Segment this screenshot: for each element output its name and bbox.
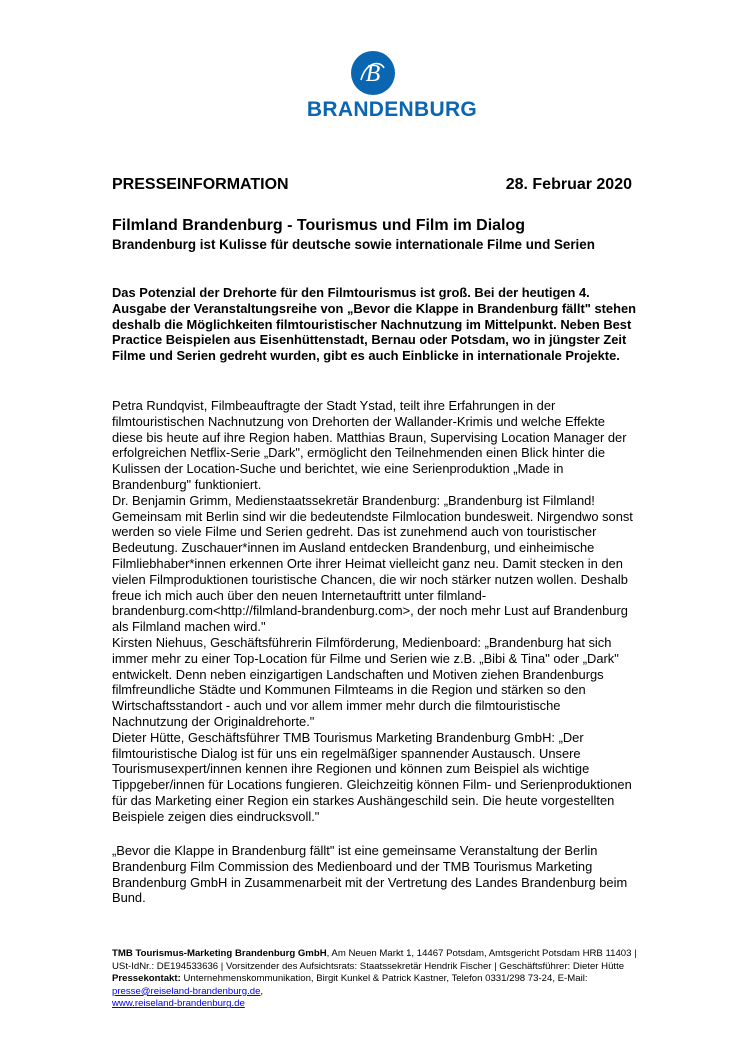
body-text	[112, 398, 637, 825]
footer-email-link[interactable]: presse@reiseland-brandenburg.de	[112, 985, 261, 997]
page-title: Filmland Brandenburg - Tourismus und Film im Dialog	[112, 217, 526, 234]
footer-separator: ,	[260, 985, 264, 997]
closing-paragraph: „Bevor die Klappe in Brandenburg fällt" ist eine gemeinsame Veranstaltung der Berlin Brandenburg Film Commission des Medienboard und der TMB Tourismus Marketing Brandenburg GmbH in Zusammenarbeit mit der Vertretung des Landes Brandenburg beim Bund.	[112, 843, 628, 906]
body-paragraph: Kirsten Niehuus, Geschäftsführerin Filmförderung, Medienboard: „Brandenburg hat sich immer mehr zu einer Top-Location für Filme und Serien wie z.B. „Bibi & Tina" oder „Dark" entwickelt. Denn neben einzigartigen Landschaften und Motiven ziehen Brandenburgs filmfreundliche Städte und Kommunen Filmteams in die Region und stärken so den Wirtschaftsstandort - auch und vor allem immer mehr durch die filmtouristische Nachnutzung der Originaldrehorte."	[112, 634, 619, 729]
document-type-label: PRESSEINFORMATION	[112, 176, 289, 193]
brand-logo	[0, 50, 746, 122]
body-paragraph: Petra Rundqvist, Filmbeauftragte der Stadt Ystad, teilt ihre Erfahrungen in der filmtouristischen Nachnutzung von Drehorten der Wallander-Krimis und welche Effekte diese bis heute auf ihre Region haben. Matthias Braun, Supervising Location Manager der erfolgreichen Netflix-Serie „Dark", ermöglicht den Teilnehmenden einen Blick hinter die Kulissen der Location-Suche und berichtet, wie eine Serienproduktion „Made in Brandenburg" funktioniert.	[112, 398, 627, 492]
brandenburg-logo-icon	[350, 50, 396, 96]
document-header	[112, 176, 632, 194]
body-paragraph: Dr. Benjamin Grimm, Medienstaatssekretär Brandenburg: „Brandenburg ist Filmland! Gemeinsam mit Berlin sind wir die bedeutendste Filmlocation bundesweit. Nirgendwo sonst werden so viele Filme und Serien gedreht. Das ist zunehmend auch von touristischer Bedeutung. Zuschauer*innen im Ausland entdecken Brandenburg, und einheimische Filmliebhaber*innen erkennen Orte ihrer Heimat vielleicht ganz neu. Damit stecken in den vielen Filmproduktionen touristische Chancen, die wir noch stärker nutzen wollen. Deshalb freue ich mich auch über den neuen Internetauftritt unter filmland-brandenburg.com<http://filmland-brandenburg.com>, der noch mehr Lust auf Brandenburg als Filmland machen wird."	[112, 492, 633, 635]
svg-text:B: B	[365, 61, 381, 87]
page-subtitle: Brandenburg ist Kulisse für deutsche sowie internationale Filme und Serien	[112, 237, 595, 252]
footer-contact-label: Pressekontakt:	[112, 973, 181, 985]
lead-paragraph: Das Potenzial der Drehorte für den Filmtourismus ist groß. Bei der heutigen 4. Ausgabe der Veranstaltungsreihe von „Bevor die Klappe in Brandenburg fällt" stehen deshalb die Möglichkeiten filmtouristischer Nachnutzung im Mittelpunkt. Neben Best Practice Beispielen aus Eisenhüttenstadt, Bernau oder Potsdam, wo in jüngster Zeit Filme und Serien gedreht wurden, gibt es auch Einblicke in internationale Projekte.	[112, 285, 636, 364]
footer-details: , Am Neuen Markt 1, 14467 Potsdam, Amtsgericht Potsdam HRB 11403 | USt-IdNr.: DE194533636 | Vorsitzender des Aufsichtsrats: Staatssekretär Hendrik Fischer | Geschäftsführer: Dieter Hütte	[112, 948, 637, 972]
footer-contact-details: Unternehmenskommunikation, Birgit Kunkel & Patrick Kastner, Telefon 0331/298 73-24, E-Mail:	[180, 973, 588, 985]
document-date: 28. Februar 2020	[505, 176, 632, 193]
footer-company: TMB Tourismus-Marketing Brandenburg GmbH	[112, 948, 327, 959]
brand-name: BRANDENBURG	[306, 98, 478, 121]
footer-imprint	[112, 948, 642, 1011]
footer-website-link[interactable]: www.reiseland-brandenburg.de	[112, 998, 245, 1010]
body-paragraph: Dieter Hütte, Geschäftsführer TMB Tourismus Marketing Brandenburg GmbH: „Der filmtouristische Dialog ist für uns ein regelmäßiger spannender Austausch. Unsere Tourismusexpert/innen kennen ihre Regionen und können zum Beispiel als wichtige Tippgeber/innen für Locations fungieren. Gleichzeitig können Film- und Serienproduktionen für das Marketing einer Region ein starkes Aushängeschild sein. Die heute vorgestellten Beispiele zeigen dies eindrucksvoll."	[112, 729, 632, 824]
